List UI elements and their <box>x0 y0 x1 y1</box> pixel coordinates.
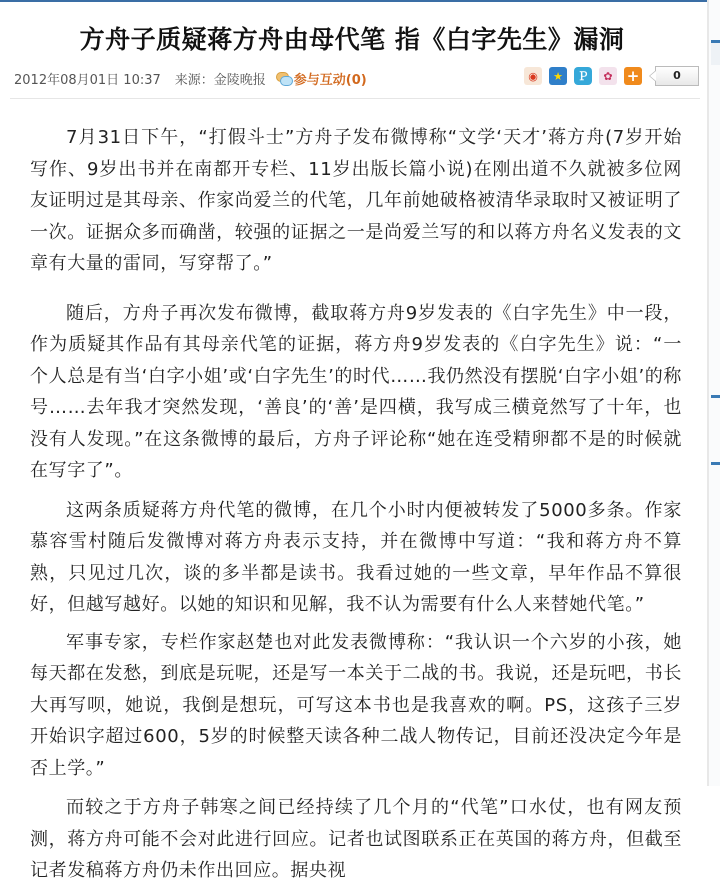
share-bar <box>524 66 699 86</box>
qzone-icon[interactable]: ★ <box>549 67 567 85</box>
article-body <box>30 122 682 887</box>
right-sidebar-edge <box>707 0 720 786</box>
comments-link-label: 参与互动(0) <box>293 72 367 88</box>
sidebar-section-marker <box>711 40 720 43</box>
sidebar-panel <box>711 43 720 65</box>
article-paragraph: 军事专家，专栏作家赵楚也对此发表微博称：“我认识一个六岁的小孩，她每天都在发愁，到底是玩呢，还是写一本关于二战的书。我说，还是玩吧，书长大再写呗，她说，我倒是想玩，可写这本书也是我喜欢的啊。PS，这孩子三岁开始识字超过600，5岁的时候整天读各种二战人物传记，目前还没决定今年是否上学。” <box>30 631 682 779</box>
article-paragraph: 而较之于方舟子韩寒之间已经持续了几个月的“代笔”口水仗，也有网友预测，蒋方舟可能不会对此进行回应。记者也试图联系正在英国的蒋方舟，但截至记者发稿蒋方舟仍未作出回应。据央视 <box>30 797 682 881</box>
comment-bubble-icon <box>276 72 292 85</box>
article-paragraph: 这两条质疑蒋方舟代笔的微博，在几个小时内便被转发了5000多条。作家慕容雪村随后发微博对蒋方舟表示支持，并在微博中写道：“我和蒋方舟不算熟，只见过几次，谈的多半都是读书。我看过她的一些文章，早年作品不算很好，但越写越好。以她的知识和见解，我不认为需要有什么人来替她代笔。” <box>30 499 682 615</box>
article-source: 来源：金陵晚报 <box>174 72 266 88</box>
comments-link[interactable] <box>276 69 367 88</box>
renren-icon[interactable]: ✿ <box>599 67 617 85</box>
article-paragraph: 7月31日下午，“打假斗士”方舟子发布微博称“文学‘天才’蒋方舟(7岁开始写作、9岁出书并在南都开专栏、11岁出版长篇小说)在刚出道不久就被多位网友证明过是其母亲、作家尚爱兰的代笔，几年前她破格被清华录取时又被证明了一次。证据众多而确凿，较强的证据之一是尚爱兰写的和以蒋方舟名义发表的文章有大量的雷同，写穿帮了。” <box>30 127 682 274</box>
sidebar-section-marker <box>711 462 720 465</box>
share-count: 0 <box>655 66 699 86</box>
more-share-icon[interactable]: + <box>624 67 642 85</box>
meta-divider <box>10 98 700 99</box>
weibo-icon[interactable]: ◉ <box>524 67 542 85</box>
article-title: 方舟子质疑蒋方舟由母代笔 指《白字先生》漏洞 <box>79 25 625 54</box>
tencent-weibo-icon[interactable]: Ｐ <box>574 67 592 85</box>
article-container <box>0 2 704 58</box>
sidebar-section-marker <box>711 395 720 398</box>
publish-date: 2012年08月01日 10:37 <box>14 72 161 88</box>
article-paragraph: 随后，方舟子再次发布微博，截取蒋方舟9岁发表的《白字先生》中一段，作为质疑其作品有其母亲代笔的证据，蒋方舟9岁发表的《白字先生》说：“一个人总是有当‘白字小姐’或‘白字先生’的时代……我仍然没有摆脱‘白字小姐’的称号……去年我才突然发现，‘善良’的‘善’是四横，我写成三横竟然写了十年，也没有人发现。”在这条微博的最后，方舟子评论称“她在连受精卵都不是的时候就在写字了”。 <box>30 302 682 481</box>
article-meta <box>14 64 699 92</box>
